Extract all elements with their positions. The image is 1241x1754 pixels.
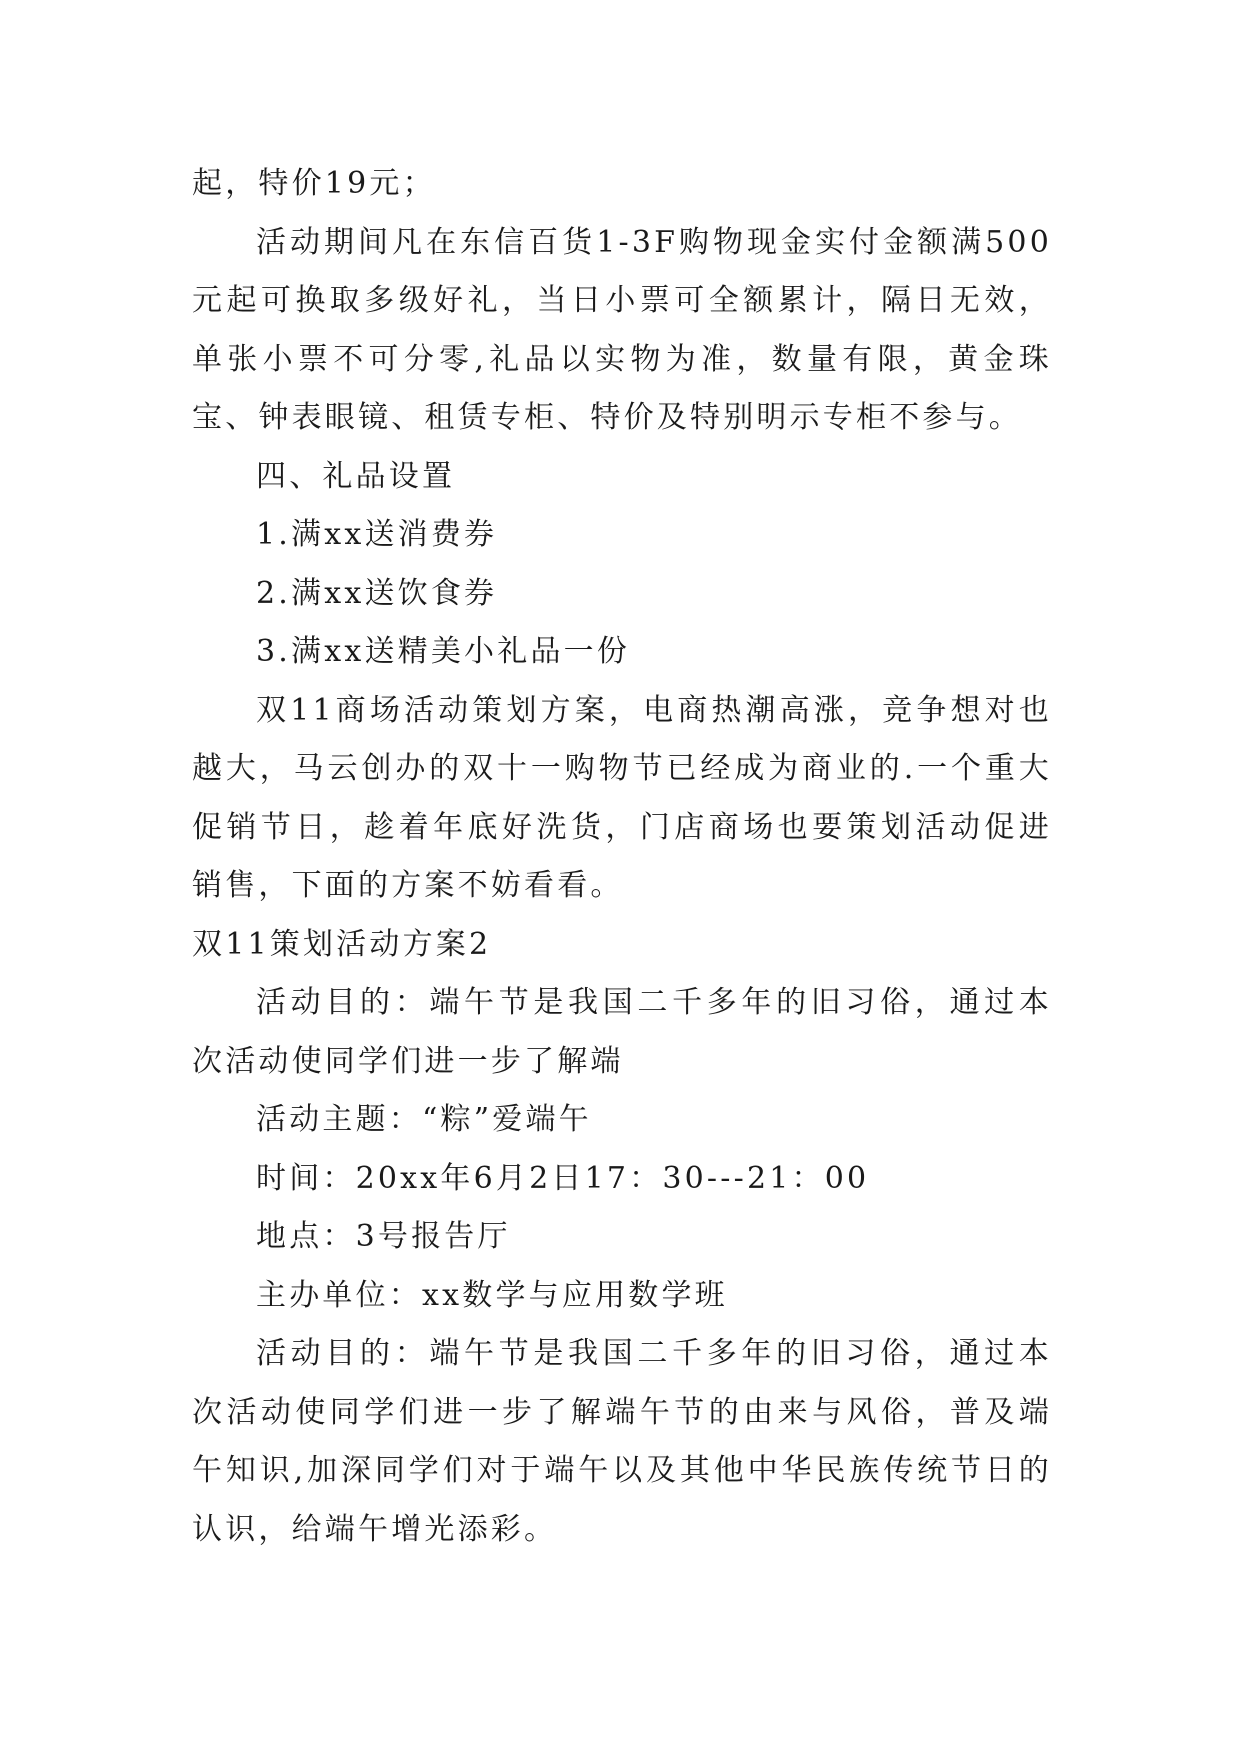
paragraph-time: 时间：20xx年6月2日17：30---21：00 [256,1160,870,1196]
list-item-gift-3: 3.满xx送精美小礼品一份 [256,634,631,669]
list-item-gift-1: 1.满xx送消费券 [256,517,498,552]
paragraph-organizer: 主办单位：xx数学与应用数学班 [256,1277,728,1313]
paragraph-purpose-short: 活动目的：端午节是我国二千多年的旧习俗，通过本次活动使同学们进一步了解端 [192,985,1052,1079]
paragraph-price-end: 起，特价19元； [192,166,436,201]
paragraph-event-rules: 活动期间凡在东信百货1-3F购物现金实付金额满500元起可换取多级好礼，当日小票可全额累计，隔日无效，单张小票不可分零,礼品以实物为准，数量有限，黄金珠宝、钟表眼镜、租赁专柜、特价及特别明示专柜不参与。 [192,224,1052,435]
paragraph-double11-intro: 双11商场活动策划方案，电商热潮高涨，竞争想对也越大，马云创办的双十一购物节已经成为商业的.一个重大促销节日，趁着年底好洗货，门店商场也要策划活动促进销售，下面的方案不妨看看。 [192,692,1052,903]
paragraph-purpose-full: 活动目的：端午节是我国二千多年的旧习俗，通过本次活动使同学们进一步了解端午节的由来与风俗，普及端午知识,加深同学们对于端午以及其他中华民族传统节日的认识，给端午增光添彩。 [192,1336,1052,1547]
paragraph-location: 地点：3号报告厅 [256,1219,511,1254]
section-heading-gift-setup: 四、礼品设置 [256,458,456,494]
section-title-plan-2: 双11策划活动方案2 [192,926,492,962]
paragraph-theme: 活动主题：“粽”爱端午 [256,1102,592,1137]
list-item-gift-2: 2.满xx送饮食券 [256,575,498,611]
document-body [192,155,1052,1559]
